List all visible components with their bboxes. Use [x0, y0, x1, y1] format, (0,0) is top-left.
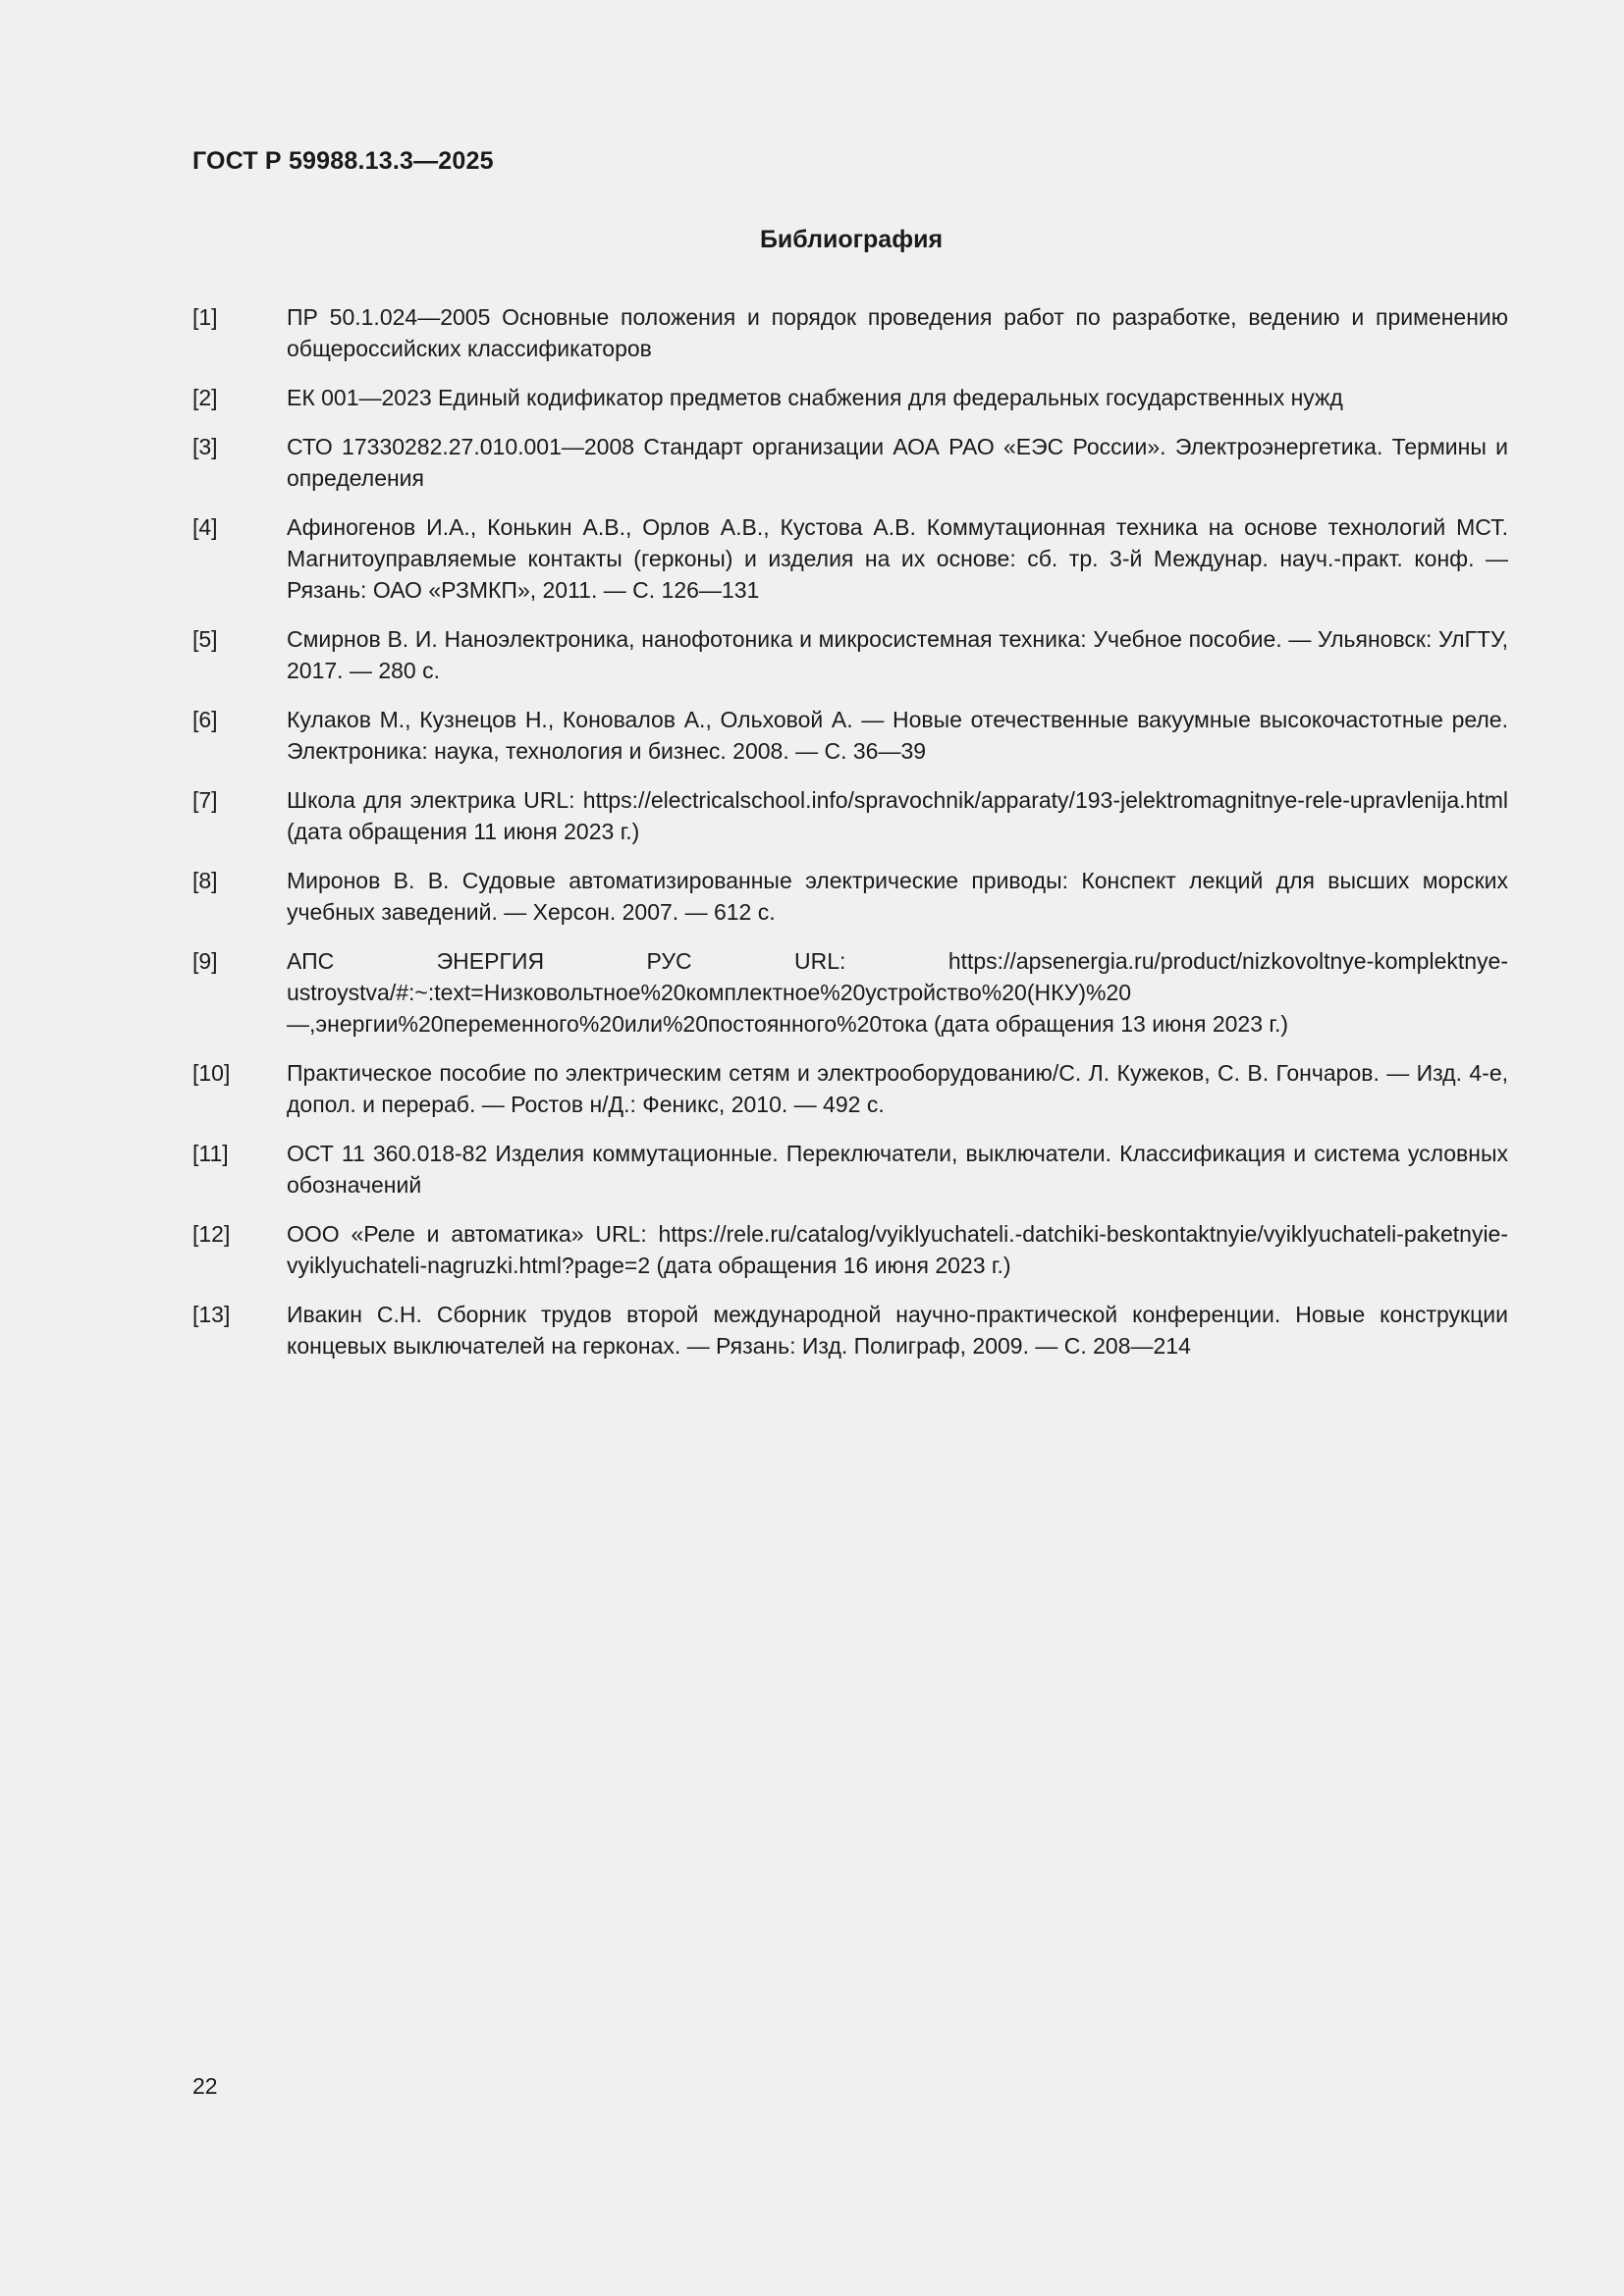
- bibliography-list: [192, 301, 1508, 1379]
- page-number: 22: [192, 2073, 218, 2099]
- bibliography-entry: [192, 431, 1508, 494]
- entry-number: [4]: [192, 514, 218, 540]
- entry-text: Ивакин С.Н. Сборник трудов второй международной научно-практической конференции. Новые конструкции концевых выключателей на герконах. — Рязань: Изд. Полиграф, 2009. — С. 208—214: [287, 1302, 1508, 1359]
- bibliography-entry: [192, 382, 1508, 413]
- bibliography-entry: [192, 1299, 1508, 1362]
- entry-text: Миронов В. В. Судовые автоматизированные электрические приводы: Конспект лекций для высших морских учебных заведений. — Херсон. 2007. — 612 с.: [287, 868, 1508, 925]
- entry-number: [5]: [192, 626, 218, 652]
- entry-number: [11]: [192, 1141, 229, 1166]
- entry-text: ЕК 001—2023 Единый кодификатор предметов снабжения для федеральных государственных нужд: [287, 385, 1343, 410]
- bibliography-entry: [192, 704, 1508, 767]
- bibliography-title: Библиография: [759, 226, 944, 253]
- entry-text: СТО 17330282.27.010.001—2008 Стандарт организации АОА РАО «ЕЭС России». Электроэнергетика. Термины и определения: [287, 434, 1508, 491]
- entry-text: ОСТ 11 360.018-82 Изделия коммутационные. Переключатели, выключатели. Классификация и система условных обозначений: [287, 1141, 1508, 1198]
- entry-text: Афиногенов И.А., Конькин А.В., Орлов А.В., Кустова А.В. Коммутационная техника на основе технологий МСТ. Магнитоуправляемые контакты (герконы) и изделия на их основе: сб. тр. 3-й Междунар. науч.-практ. конф. — Рязань: ОАО «РЗМКП», 2011. — С. 126—131: [287, 514, 1508, 603]
- bibliography-entry: [192, 623, 1508, 686]
- bibliography-entry: [192, 865, 1508, 928]
- entry-number: [7]: [192, 787, 218, 813]
- bibliography-entry: [192, 301, 1508, 364]
- entry-text: ПР 50.1.024—2005 Основные положения и порядок проведения работ по разработке, ведению и применению общероссийских классификаторов: [287, 304, 1508, 361]
- entry-text-with-url: Школа для электрика URL: https://electricalschool.info/spravochnik/apparaty/193-jelektromagnitnye-rele-upravlenija.html (дата обращения 11 июня 2023 г.): [287, 787, 1508, 844]
- entry-number: [8]: [192, 868, 218, 893]
- bibliography-entry: [192, 784, 1508, 847]
- entry-number: [9]: [192, 948, 218, 974]
- document-header: ГОСТ Р 59988.13.3—2025: [192, 147, 494, 175]
- entry-text: Смирнов В. И. Наноэлектроника, нанофотоника и микросистемная техника: Учебное пособие. — Ульяновск: УлГТУ, 2017. — 280 с.: [287, 626, 1508, 683]
- bibliography-entry: [192, 1218, 1508, 1281]
- entry-number: [12]: [192, 1221, 231, 1247]
- entry-text-with-url: АПС ЭНЕРГИЯ РУС URL: https://apsenergia.ru/product/nizkovoltnye-komplektnye-ustroystva/#:~:text=Низковольтное%20комплектное%20устройство%20(НКУ)%20—,энергии%20переменного%20или%20постоянного%20тока (дата обращения 13 июня 2023 г.): [287, 948, 1508, 1037]
- entry-text-with-url: ООО «Реле и автоматика» URL: https://rele.ru/catalog/vyiklyuchateli.-datchiki-beskontaktnyie/vyiklyuchateli-paketnyie-vyiklyuchateli-nagruzki.html?page=2 (дата обращения 16 июня 2023 г.): [287, 1221, 1508, 1278]
- entry-number: [10]: [192, 1060, 231, 1086]
- entry-number: [6]: [192, 707, 218, 732]
- entry-number: [13]: [192, 1302, 231, 1327]
- bibliography-entry: [192, 1138, 1508, 1201]
- entry-number: [3]: [192, 434, 218, 459]
- entry-number: [1]: [192, 304, 218, 330]
- entry-number: [2]: [192, 385, 218, 410]
- entry-text: Кулаков М., Кузнецов Н., Коновалов А., Ольховой А. — Новые отечественные вакуумные высокочастотные реле. Электроника: наука, технология и бизнес. 2008. — С. 36—39: [287, 707, 1508, 764]
- entry-text: Практическое пособие по электрическим сетям и электрооборудованию/С. Л. Кужеков, С. В. Гончаров. — Изд. 4-е, допол. и перераб. — Ростов н/Д.: Феникс, 2010. — 492 с.: [287, 1060, 1508, 1117]
- bibliography-entry: [192, 945, 1508, 1040]
- bibliography-entry: [192, 511, 1508, 606]
- bibliography-entry: [192, 1057, 1508, 1120]
